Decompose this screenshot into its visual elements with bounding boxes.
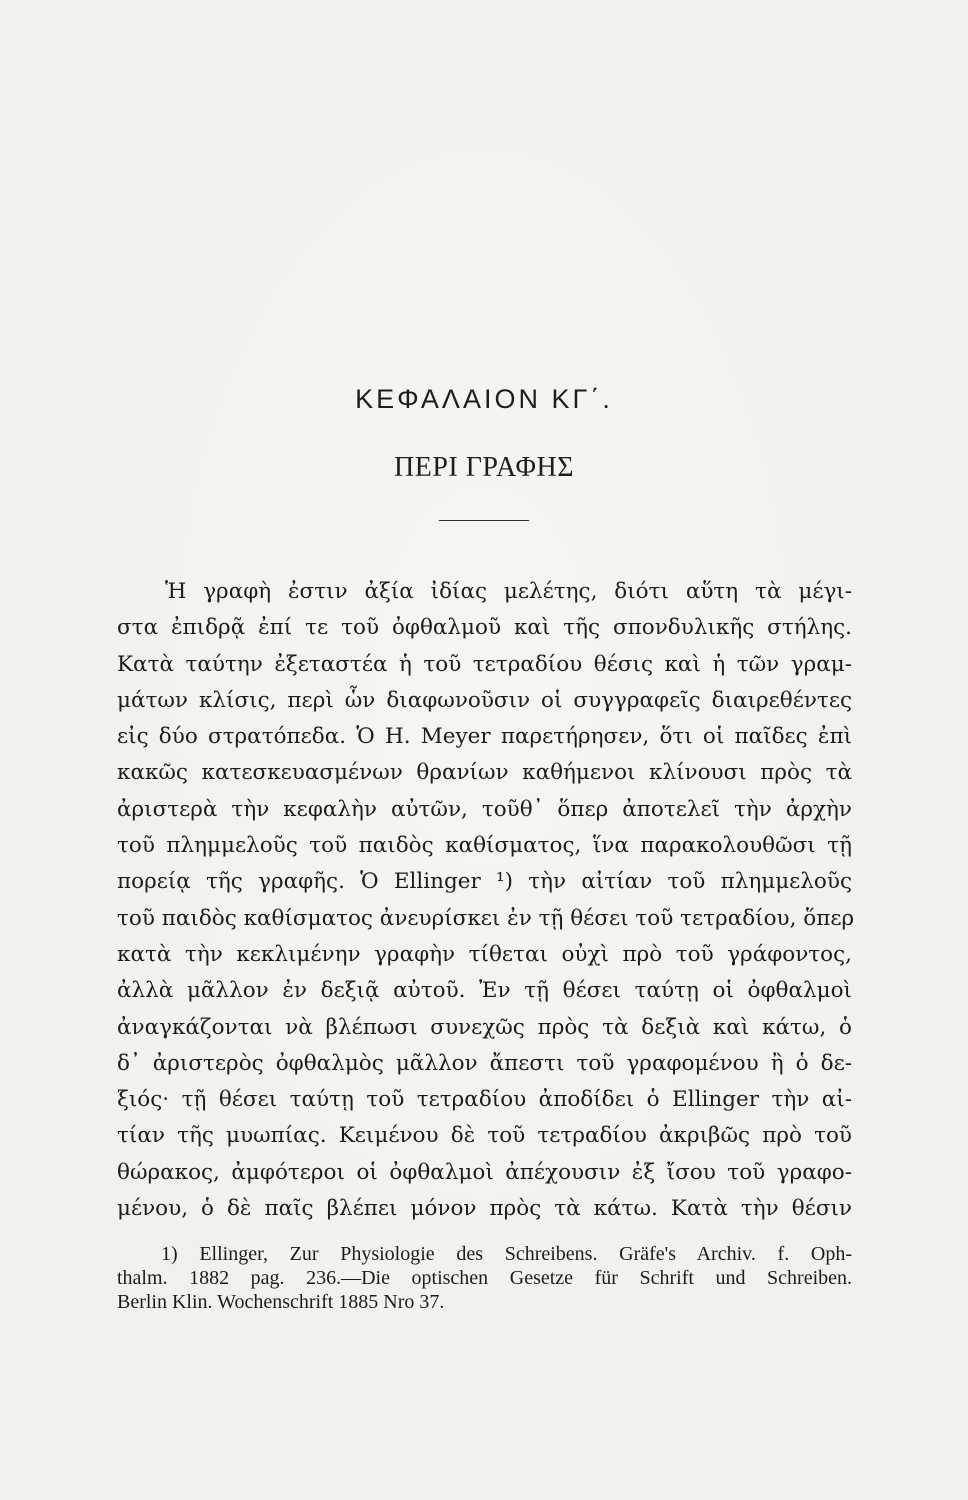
body-line: ἀναγκάζονται νὰ βλέπωσι συνεχῶς πρὸς τὰ δεξιὰ καὶ κάτω, ὁ	[117, 1014, 852, 1040]
chapter-number: ΚΕΦΑΛΑΙΟΝ ΚΓ΄.	[355, 384, 613, 414]
title-divider	[439, 520, 529, 521]
body-line: ἀριστερὰ τὴν κεφαλὴν αὐτῶν, τοῦθ᾽ ὅπερ ἀποτελεῖ τὴν ἀρχὴν	[117, 796, 852, 822]
body-line: δ᾽ ἀριστερὸς ὀφθαλμὸς μᾶλλον ἄπεστι τοῦ γραφομένου ἢ ὁ δε-	[117, 1050, 852, 1076]
body-paragraph	[117, 574, 855, 1227]
body-line: ξιός· τῇ θέσει ταύτῃ τοῦ τετραδίου ἀποδίδει ὁ Ellinger τὴν αἰ-	[117, 1087, 852, 1113]
body-line: ἀλλὰ μᾶλλον ἐν δεξιᾷ αὐτοῦ. Ἐν τῇ θέσει ταύτῃ οἱ ὀφθαλμοὶ	[117, 978, 852, 1004]
body-line: πορείᾳ τῆς γραφῆς. Ὁ Ellinger ¹) τὴν αἰτίαν τοῦ πλημμελοῦς	[117, 869, 852, 895]
body-line: Ἡ γραφὴ ἐστιν ἀξία ἰδίας μελέτης, διότι αὕτη τὰ μέγι-	[165, 579, 852, 604]
footnote	[117, 1242, 852, 1314]
body-line: εἰς δύο στρατόπεδα. Ὁ H. Meyer παρετήρησεν, ὅτι οἱ παῖδες ἐπὶ	[117, 724, 852, 750]
body-line: στα ἐπιδρᾷ ἐπί τε τοῦ ὀφθαλμοῦ καὶ τῆς σπονδυλικῆς στήλης.	[117, 615, 852, 641]
body-line: Κατὰ ταύτην ἐξεταστέα ἡ τοῦ τετραδίου θέσις καὶ ἡ τῶν γραμ-	[117, 651, 852, 677]
body-line: κακῶς κατεσκευασμένων θρανίων καθήμενοι κλίνουσι πρὸς τὰ	[117, 760, 852, 786]
body-line: τίαν τῆς μυωπίας. Κειμένου δὲ τοῦ τετραδίου ἀκριβῶς πρὸ τοῦ	[117, 1123, 852, 1149]
footnote-line: 1) Ellinger, Zur Physiologie des Schreibens. Gräfe's Archiv. f. Oph-	[161, 1243, 852, 1265]
body-line: μένου, ὁ δὲ παῖς βλέπει μόνον πρὸς τὰ κάτω. Κατὰ τὴν θέσιν	[117, 1196, 852, 1222]
chapter-title: ΠΕΡΙ ΓΡΑΦΗΣ	[394, 452, 574, 483]
body-line: μάτων κλίσις, περὶ ὧν διαφωνοῦσιν οἱ συγγραφεῖς διαιρεθέντες	[117, 687, 852, 713]
body-line: τοῦ παιδὸς καθίσματος ἀνευρίσκει ἐν τῇ θέσει τοῦ τετραδίου, ὅπερ	[117, 905, 855, 931]
body-line: κατὰ τὴν κεκλιμένην γραφὴν τίθεται οὐχὶ πρὸ τοῦ γράφοντος,	[117, 941, 852, 967]
body-line: θώρακος, ἀμφότεροι οἱ ὀφθαλμοὶ ἀπέχουσιν ἐξ ἴσου τοῦ γραφο-	[117, 1159, 852, 1185]
footnote-line: thalm. 1882 pag. 236.—Die optischen Gesetze für Schrift und Schreiben.	[117, 1267, 852, 1289]
footnote-line: Berlin Klin. Wochenschrift 1885 Nro 37.	[117, 1291, 445, 1313]
body-line: τοῦ πλημμελοῦς τοῦ παιδὸς καθίσματος, ἵνα παρακολουθῶσι τῇ	[117, 833, 852, 859]
